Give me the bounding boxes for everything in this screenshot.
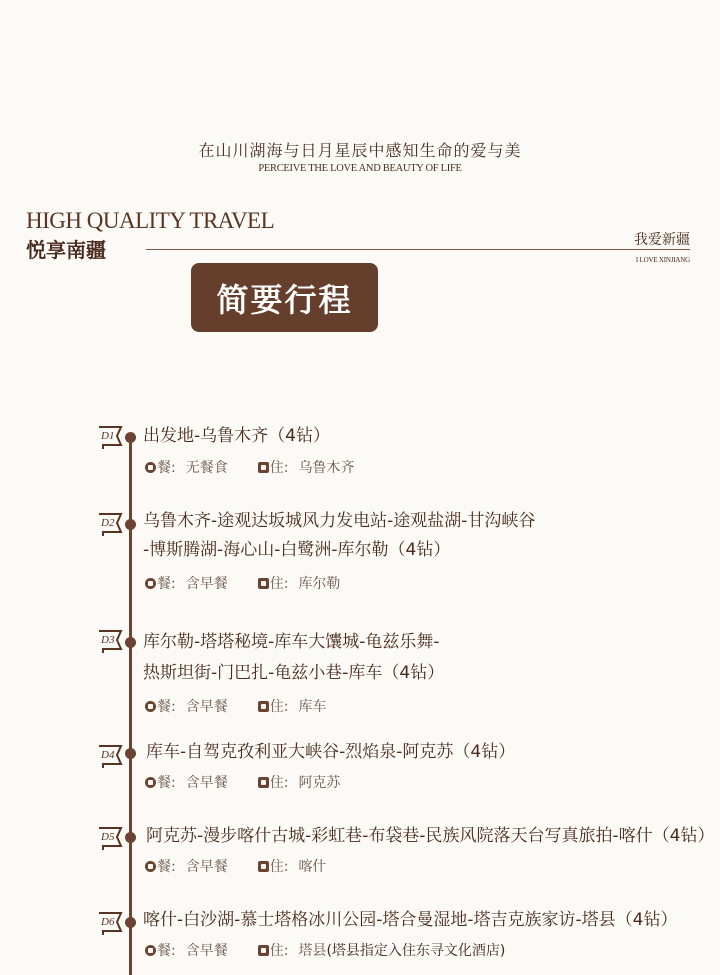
timeline-dot bbox=[125, 637, 136, 648]
day-tag: D2 bbox=[101, 517, 115, 529]
meal-value: 含早餐 bbox=[185, 859, 228, 875]
meal-label: 餐: bbox=[157, 576, 176, 592]
stay-value: 喀什 bbox=[298, 859, 327, 875]
meal-label: 餐: bbox=[157, 775, 176, 791]
meal-icon bbox=[145, 945, 156, 956]
flag-icon bbox=[97, 511, 123, 537]
bed-icon bbox=[258, 462, 269, 473]
stay-label: 住: bbox=[269, 859, 289, 875]
meal-label: 餐: bbox=[157, 699, 176, 715]
meal-icon bbox=[145, 701, 156, 712]
stay-value: 乌鲁木齐 bbox=[298, 460, 355, 476]
route-line: 热斯坦街-门巴扎-龟兹小巷-库车（4钻） bbox=[143, 663, 445, 683]
brand-cn: 悦享南疆 bbox=[26, 238, 106, 262]
day-meta bbox=[145, 696, 326, 716]
day-meta bbox=[145, 856, 326, 876]
timeline-dot bbox=[125, 519, 136, 530]
section-title-button: 简要行程 bbox=[191, 263, 378, 332]
timeline-dot bbox=[125, 832, 136, 843]
day-meta bbox=[145, 573, 340, 593]
day-tag: D5 bbox=[101, 831, 115, 843]
day-meta bbox=[145, 940, 505, 960]
stay-label: 住: bbox=[269, 943, 289, 959]
bed-icon bbox=[258, 861, 269, 872]
flag-icon bbox=[97, 424, 123, 450]
day-tag: D1 bbox=[101, 430, 115, 442]
timeline-dot bbox=[125, 748, 136, 759]
bed-icon bbox=[258, 777, 269, 788]
slogan-en: PERCEIVE THE LOVE AND BEAUTY OF LIFE bbox=[258, 163, 462, 174]
route-line: 阿克苏-漫步喀什古城-彩虹巷-布袋巷-民族风院落天台写真旅拍-喀什（4钻） bbox=[146, 826, 715, 846]
bed-icon bbox=[258, 578, 269, 589]
route-line: 库尔勒-塔塔秘境-库车大馕城-龟兹乐舞- bbox=[143, 632, 440, 652]
day-meta bbox=[145, 772, 340, 792]
stay-value: 阿克苏 bbox=[298, 775, 341, 791]
meal-label: 餐: bbox=[157, 943, 176, 959]
bed-icon bbox=[258, 701, 269, 712]
day-meta bbox=[145, 457, 354, 477]
stay-label: 住: bbox=[269, 460, 289, 476]
meal-value: 含早餐 bbox=[185, 775, 228, 791]
flag-icon bbox=[97, 825, 123, 851]
slogan-cn: 在山川湖海与日月星辰中感知生命的爱与美 bbox=[198, 141, 522, 160]
header-divider bbox=[146, 249, 690, 250]
stay-label: 住: bbox=[269, 699, 289, 715]
flag-icon bbox=[97, 628, 123, 654]
stay-note: (塔县指定入住东寻文化酒店) bbox=[326, 943, 506, 959]
flag-icon bbox=[97, 910, 123, 936]
meal-icon bbox=[145, 777, 156, 788]
meal-value: 含早餐 bbox=[185, 576, 228, 592]
bed-icon bbox=[258, 945, 269, 956]
stay-value: 塔县 bbox=[298, 943, 327, 959]
love-cn: 我爱新疆 bbox=[634, 232, 690, 248]
stay-value: 库尔勒 bbox=[298, 576, 341, 592]
stay-label: 住: bbox=[269, 576, 289, 592]
route-line: 出发地-乌鲁木齐（4钻） bbox=[143, 426, 330, 446]
timeline-dot bbox=[125, 917, 136, 928]
day-tag: D3 bbox=[101, 634, 115, 646]
flag-icon bbox=[97, 743, 123, 769]
route-line: 库车-自驾克孜利亚大峡谷-烈焰泉-阿克苏（4钻） bbox=[146, 742, 516, 762]
meal-label: 餐: bbox=[157, 859, 176, 875]
love-en: I LOVE XINJIANG bbox=[635, 256, 690, 264]
meal-value: 含早餐 bbox=[185, 943, 228, 959]
day-tag: D4 bbox=[101, 749, 115, 761]
timeline-dot bbox=[125, 432, 136, 443]
meal-icon bbox=[145, 462, 156, 473]
stay-label: 住: bbox=[269, 775, 289, 791]
stay-value: 库车 bbox=[298, 699, 327, 715]
meal-label: 餐: bbox=[157, 460, 176, 476]
meal-value: 无餐食 bbox=[185, 460, 228, 476]
meal-icon bbox=[145, 578, 156, 589]
day-tag: D6 bbox=[101, 916, 115, 928]
route-line: 喀什-白沙湖-慕士塔格冰川公园-塔合曼湿地-塔吉克族家访-塔县（4钻） bbox=[143, 910, 678, 930]
meal-icon bbox=[145, 861, 156, 872]
route-line: -博斯腾湖-海心山-白鹭洲-库尔勒（4钻） bbox=[143, 540, 451, 560]
route-line: 乌鲁木齐-途观达坂城风力发电站-途观盐湖-甘沟峡谷 bbox=[143, 511, 536, 531]
meal-value: 含早餐 bbox=[185, 699, 228, 715]
brand-en: HIGH QUALITY TRAVEL bbox=[26, 208, 275, 233]
